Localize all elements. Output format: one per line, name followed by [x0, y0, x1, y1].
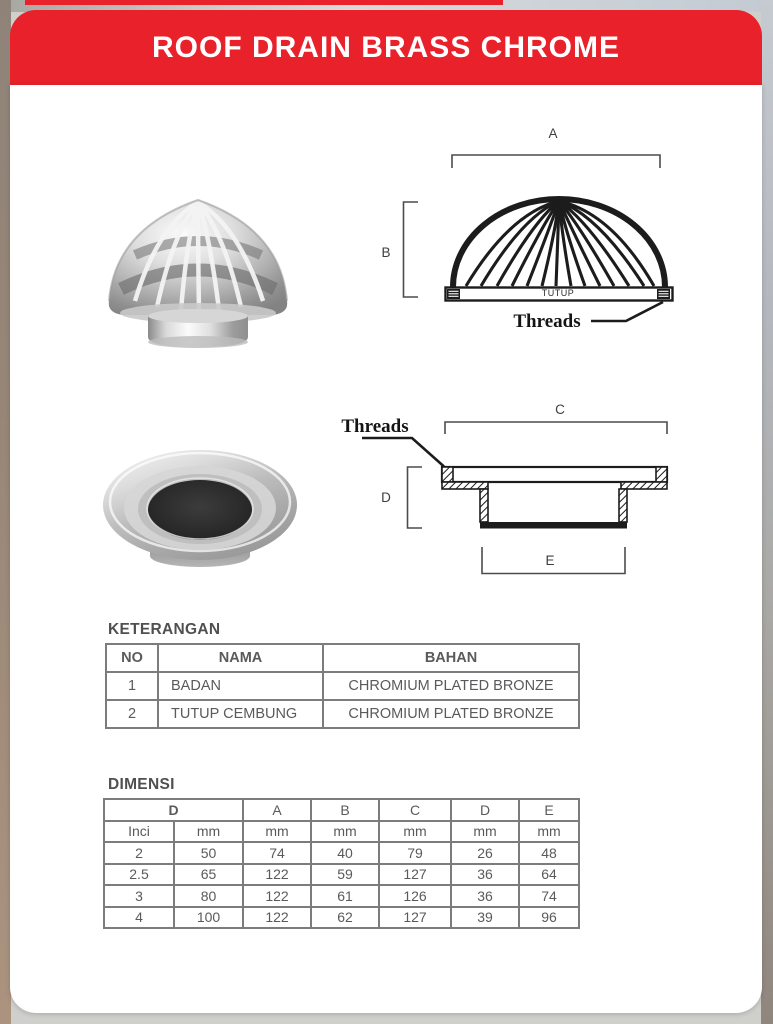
cell-no: 2 [106, 700, 158, 728]
unit-cell: mm [379, 821, 451, 843]
unit-cell: mm [174, 821, 243, 843]
value-cell: 80 [174, 885, 243, 907]
dim-label-e: E [545, 553, 555, 568]
value-cell: 48 [519, 842, 579, 864]
col-header-e: E [519, 799, 579, 821]
thread-block-right [657, 289, 670, 299]
value-cell: 36 [451, 885, 519, 907]
value-cell: 100 [174, 907, 243, 929]
table-row [106, 700, 579, 728]
backdrop-right-strip [761, 0, 773, 1024]
product-photo-dome-strainer [95, 189, 305, 354]
value-cell: 122 [243, 907, 311, 929]
value-cell: 50 [174, 842, 243, 864]
product-photo-ring-flange [95, 444, 305, 574]
dim-label-a: A [548, 126, 558, 141]
value-cell: 36 [451, 864, 519, 886]
value-cell: 74 [243, 842, 311, 864]
value-cell: 127 [379, 907, 451, 929]
body-bottom [480, 522, 627, 529]
top-red-sliver [25, 0, 503, 5]
dimension-bracket-c [445, 422, 667, 434]
content-card [10, 85, 762, 1013]
tutup-band-label: TUTUP [541, 288, 575, 298]
value-cell: 62 [311, 907, 379, 929]
dimension-bracket-a [452, 155, 660, 168]
value-cell: 39 [451, 907, 519, 929]
col-header-bahan: BAHAN [323, 644, 579, 672]
keterangan-header-row [106, 644, 579, 672]
value-cell: 127 [379, 864, 451, 886]
flange-bar [442, 467, 667, 482]
col-header-d: D [451, 799, 519, 821]
value-cell: 64 [519, 864, 579, 886]
value-cell: 122 [243, 885, 311, 907]
unit-cell: Inci [104, 821, 174, 843]
col-header-nama: NAMA [158, 644, 323, 672]
value-cell: 122 [243, 864, 311, 886]
page-title: ROOF DRAIN BRASS CHROME [151, 30, 620, 64]
size-cell: 2 [104, 842, 174, 864]
thread-block-left [447, 289, 460, 299]
cell-nama: TUTUP CEMBUNG [158, 700, 323, 728]
dimension-bracket-b [404, 202, 419, 297]
cell-bahan: CHROMIUM PLATED BRONZE [323, 700, 579, 728]
table-row [106, 672, 579, 700]
threads-label-dome: Threads [513, 311, 581, 332]
table-row [104, 907, 579, 929]
threads-leader-line [362, 438, 444, 467]
unit-cell: mm [311, 821, 379, 843]
dim-label-d: D [381, 490, 391, 505]
dimensi-table [103, 798, 580, 929]
unit-cell: mm [451, 821, 519, 843]
table-row [104, 842, 579, 864]
table-row [104, 864, 579, 886]
value-cell: 74 [519, 885, 579, 907]
dimensi-unit-row [104, 821, 579, 843]
value-cell: 26 [451, 842, 519, 864]
value-cell: 65 [174, 864, 243, 886]
table-row [104, 885, 579, 907]
dimension-bracket-d [408, 467, 423, 528]
value-cell: 59 [311, 864, 379, 886]
threads-leader-line [591, 302, 663, 321]
value-cell: 61 [311, 885, 379, 907]
diagram-dome-strainer [400, 125, 690, 340]
keterangan-heading: KETERANGAN [108, 621, 221, 638]
unit-cell: mm [519, 821, 579, 843]
value-cell: 40 [311, 842, 379, 864]
dimensi-heading: DIMENSI [108, 776, 175, 793]
value-cell: 126 [379, 885, 451, 907]
keterangan-table [105, 643, 580, 729]
col-header-a: A [243, 799, 311, 821]
cell-bahan: CHROMIUM PLATED BRONZE [323, 672, 579, 700]
title-banner [10, 10, 762, 85]
size-cell: 2.5 [104, 864, 174, 886]
col-header-c: C [379, 799, 451, 821]
value-cell: 96 [519, 907, 579, 929]
cell-nama: BADAN [158, 672, 323, 700]
dim-label-b: B [381, 245, 391, 260]
threads-label-body: Threads [341, 416, 409, 437]
dim-label-c: C [555, 402, 565, 417]
col-header-no: NO [106, 644, 158, 672]
value-cell: 79 [379, 842, 451, 864]
cell-no: 1 [106, 672, 158, 700]
size-cell: 4 [104, 907, 174, 929]
dimensi-header-row [104, 799, 579, 821]
unit-cell: mm [243, 821, 311, 843]
size-cell: 3 [104, 885, 174, 907]
col-header-b: B [311, 799, 379, 821]
dome-ribs [466, 201, 654, 286]
col-header-d-span: D [104, 799, 243, 821]
